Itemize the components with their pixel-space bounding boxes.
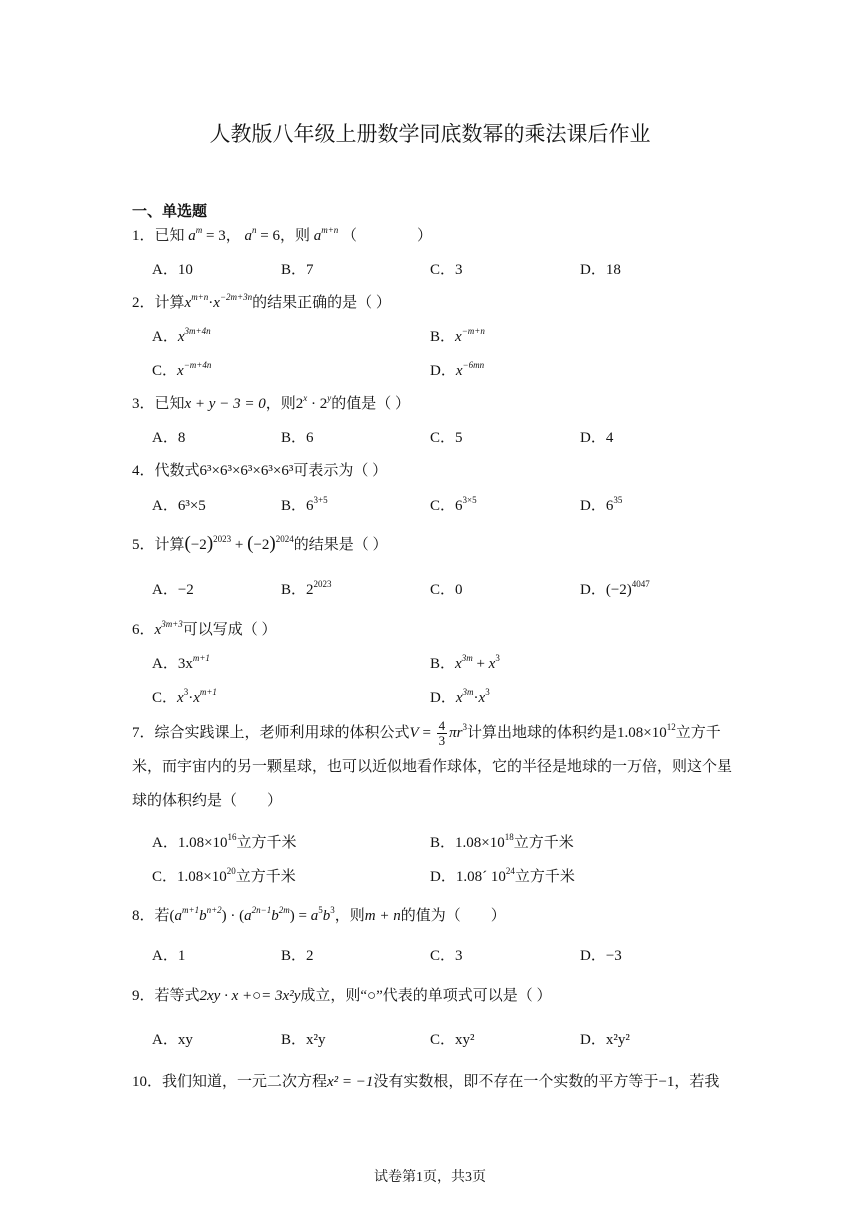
q8-option-b: B．2 <box>281 948 314 964</box>
q7-option-d: D．1.08´ $10^{24}$立方千米 <box>430 866 575 885</box>
q1-option-b: B．7 <box>281 262 314 278</box>
q9-option-d: D．x²y² <box>580 1032 630 1048</box>
q5-option-b: B．$2^{2023}$ <box>281 579 332 598</box>
q3-option-b: B．6 <box>281 430 314 446</box>
q4-option-c: C．$6^{3\times 5}$ <box>430 495 477 514</box>
q7-option-c: C．$1.08\times 10^{20}$立方千米 <box>152 866 296 885</box>
q6-option-c: C．$x^3\cdot x^{m+1}$ <box>152 687 217 706</box>
q2-option-b: B．$x^{-m+n}$ <box>430 326 485 345</box>
q3-option-d: D．4 <box>580 430 614 446</box>
question-4: 4．代数式6³×6³×6³×6³×6³可表示为（ ） <box>132 463 388 479</box>
page-footer: 试卷第1页，共3页 <box>374 1170 486 1185</box>
question-9: 9．若等式2xy · x +○= 3x²y成立，则“○”代表的单项式可以是（ ） <box>132 988 552 1004</box>
question-2: 2．计算$x^{m+n}\cdot x^{-2m+3n}$的结果正确的是（ ） <box>132 292 391 311</box>
q2-option-d: D．$x^{-6mn}$ <box>430 360 485 379</box>
q4-option-d: D．$6^{35}$ <box>580 495 623 514</box>
question-8: 8．若$(a^{m+1}b^{n+2}) \cdot (a^{2n-1}b^{2m}) = a^5b^3$，则m + n的值为（ ） <box>132 905 506 924</box>
section-heading: 一、单选题 <box>132 202 208 220</box>
q2-option-a: A．$x^{3m+4n}$ <box>152 326 211 345</box>
q8-option-d: D．−3 <box>580 948 622 964</box>
q1-option-c: C．3 <box>430 262 463 278</box>
q6-option-a: A．$3x^{m+1}$ <box>152 653 210 672</box>
q4-option-b: B．$6^{3+5}$ <box>281 495 328 514</box>
q7-option-b: B．$1.08\times 10^{18}$立方千米 <box>430 832 574 851</box>
question-6: 6．$x^{3m+3}$可以写成（ ） <box>132 619 277 638</box>
q9-option-b: B．x²y <box>281 1032 326 1048</box>
q9-option-a: A．xy <box>152 1032 193 1048</box>
question-1: 1．已知 $a^m = 3$， $a^n = 6$，则 $a^{m+n}$ （ ） <box>132 225 433 244</box>
q5-option-c: C．0 <box>430 582 463 598</box>
q4-option-a: A．6³×5 <box>152 498 206 514</box>
q8-option-c: C．3 <box>430 948 463 964</box>
q3-option-a: A．8 <box>152 430 186 446</box>
q2-option-c: C．$x^{-m+4n}$ <box>152 360 212 379</box>
q9-option-c: C．xy² <box>430 1032 475 1048</box>
q7-option-a: A．$1.08\times 10^{16}$立方千米 <box>152 832 297 851</box>
q1-option-a: A．10 <box>152 262 193 278</box>
question-5: 5．计算$(-2)^{2023} + (-2)^{2024}$的结果是（ ） <box>132 533 388 554</box>
q3-option-c: C．5 <box>430 430 463 446</box>
q8-option-a: A．1 <box>152 948 186 964</box>
q5-option-d: D．$(-2)^{4047}$ <box>580 579 650 598</box>
q1-option-d: D．18 <box>580 262 621 278</box>
question-3: 3．已知x + y − 3 = 0，则$2^x \cdot 2^y$的值是（ ） <box>132 393 410 412</box>
question-10: 10．我们知道，一元二次方程x² = −1没有实数根，即不存在一个实数的平方等于−1，若我 <box>132 1074 720 1090</box>
q6-option-b: B．$x^{3m} + x^3$ <box>430 653 500 672</box>
q5-option-a: A．−2 <box>152 582 194 598</box>
question-7: 7．综合实践课上，老师利用球的体积公式V = $\frac{4}{3}$ $\pi r^3$计算出地球的体积约是$1.08\times 10^{12}$立方千 米，而宇宙内的另一颗星球，也可以近似地看作球体，它的半径是地球的一万倍，则这个星 球的体积约是（ ） <box>132 718 733 809</box>
q6-option-d: D．$x^{3m}\cdot x^3$ <box>430 687 490 706</box>
document-title: 人教版八年级上册数学同底数幂的乘法课后作业 <box>209 122 651 146</box>
